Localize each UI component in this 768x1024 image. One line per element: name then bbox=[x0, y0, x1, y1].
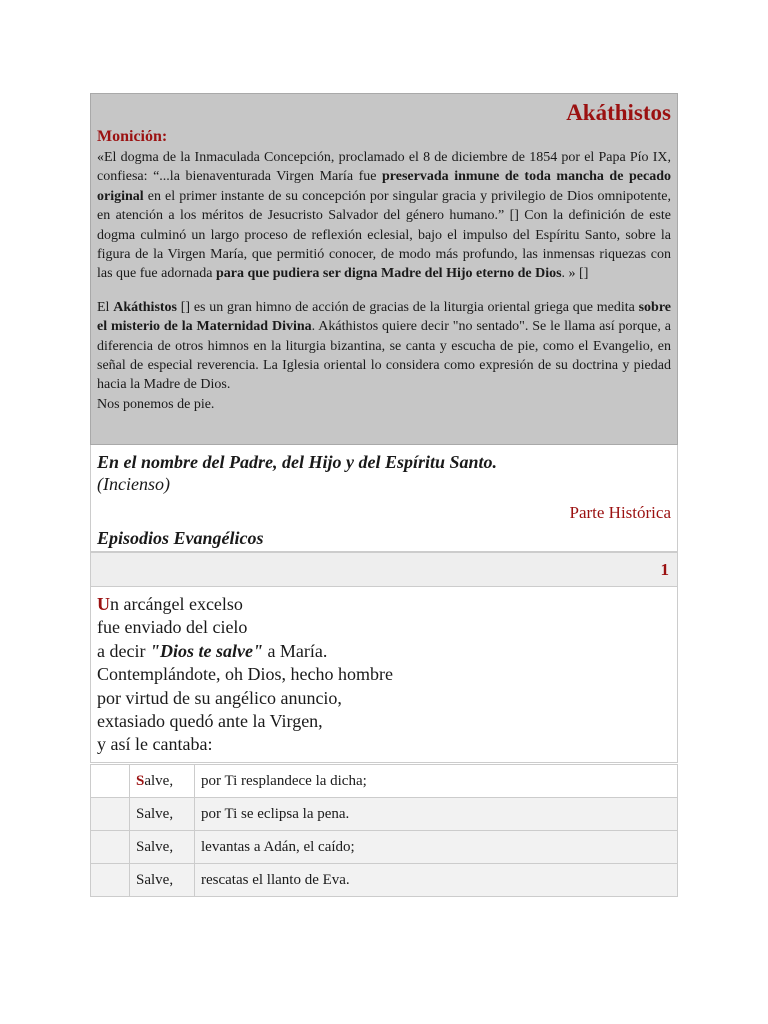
salve-row bbox=[91, 765, 678, 798]
salve-text-cell: por Ti se eclipsa la pena. bbox=[195, 798, 678, 831]
section-heading: Episodios Evangélicos bbox=[97, 528, 264, 548]
salve-word-cell bbox=[130, 765, 195, 798]
salve-word: alve, bbox=[144, 772, 174, 789]
verse-line: Un arcángel excelso bbox=[97, 594, 243, 614]
bold-run: preservada inmune de toda mancha de pecado original bbox=[97, 169, 671, 204]
salve-spacer-cell bbox=[91, 798, 130, 831]
salve-word-cell bbox=[130, 831, 195, 864]
monicion-paragraph-3: Nos ponemos de pie. bbox=[97, 396, 215, 412]
salve-table bbox=[90, 764, 678, 897]
text-run: . Akáthistos quiere decir "no sentado". Se le llama así porque, a diferencia de otros himnos en la liturgia bizantina, se canta y escucha de pie, como el Evangelio, en señal de especial reverencia. La Iglesia oriental lo considera como expresión de su doctrina y piedad hacia la Madre de Dios. bbox=[97, 319, 671, 393]
salve-spacer-cell bbox=[91, 765, 130, 798]
verse-line: a decir "Dios te salve" a María. bbox=[97, 640, 328, 661]
drop-letter: S bbox=[136, 772, 145, 789]
salve-word: Salve, bbox=[136, 838, 174, 855]
salve-word-cell bbox=[130, 864, 195, 897]
part-heading: Parte Histórica bbox=[569, 503, 671, 522]
text-run: en el primer instante de su concepción por singular gracia y privilegio de Dios omnipotente, en atención a los méritos de Jesucristo Salvador del género humano.” [] Con la definición de este dogma culminó un largo proceso de reflexión eclesial, bajo el impulso del Espíritu Santo, sobre la figura de la Virgen María, que permitió conocer, de modo más profundo, las inmensas riquezas con las que fue adornada bbox=[97, 188, 671, 282]
bold-run: para que pudiera ser digna Madre del Hijo eterno de Dios bbox=[215, 266, 562, 282]
incense-note: (Incienso) bbox=[97, 474, 170, 494]
verse-line: extasiado quedó ante la Virgen, bbox=[97, 711, 323, 732]
intro-box bbox=[90, 445, 678, 552]
stanza bbox=[90, 587, 678, 763]
verse-line: por virtud de su angélico anuncio, bbox=[97, 687, 342, 708]
stanza-number: 1 bbox=[660, 560, 669, 579]
text-run: El bbox=[97, 299, 114, 315]
salve-text-cell: levantas a Adán, el caído; bbox=[195, 831, 678, 864]
salve-word-cell bbox=[130, 798, 195, 831]
salve-text-cell: por Ti resplandece la dicha; bbox=[195, 765, 678, 798]
verse-line: fue enviado del cielo bbox=[97, 617, 248, 638]
text-run: [] es un gran himno de acción de gracias de la liturgia oriental griega que medita bbox=[177, 299, 639, 315]
salve-row bbox=[91, 864, 678, 897]
verse-line: Contemplándote, oh Dios, hecho hombre bbox=[97, 664, 393, 685]
text-run: «El dogma de la Inmaculada Concepción, proclamado el 8 de diciembre de 1854 por el Papa Pío IX, confiesa: “...la bienaventurada Virgen María fue bbox=[97, 150, 671, 185]
salve-spacer-cell bbox=[91, 864, 130, 897]
stanza-number-row bbox=[90, 552, 678, 587]
bold-run: Akáthistos bbox=[113, 299, 177, 315]
salve-text-cell: rescatas el llanto de Eva. bbox=[195, 864, 678, 897]
invocation: En el nombre del Padre, del Hijo y del Espíritu Santo. bbox=[97, 452, 498, 472]
salve-spacer-cell bbox=[91, 831, 130, 864]
text-run: . » [] bbox=[561, 266, 589, 282]
salve-word: Salve, bbox=[136, 871, 174, 888]
monicion-panel bbox=[90, 93, 678, 445]
page-title: Akáthistos bbox=[566, 100, 671, 125]
drop-letter: U bbox=[97, 594, 110, 614]
salve-row bbox=[91, 831, 678, 864]
verse-line: y así le cantaba: bbox=[97, 734, 213, 755]
monicion-paragraph-2 bbox=[97, 298, 671, 395]
bold-run: sobre el misterio de la Maternidad Divina bbox=[97, 299, 671, 335]
salve-word: Salve, bbox=[136, 805, 174, 822]
monicion-label: Monición: bbox=[97, 128, 168, 145]
salve-row bbox=[91, 798, 678, 831]
monicion-paragraph-1 bbox=[97, 148, 671, 284]
